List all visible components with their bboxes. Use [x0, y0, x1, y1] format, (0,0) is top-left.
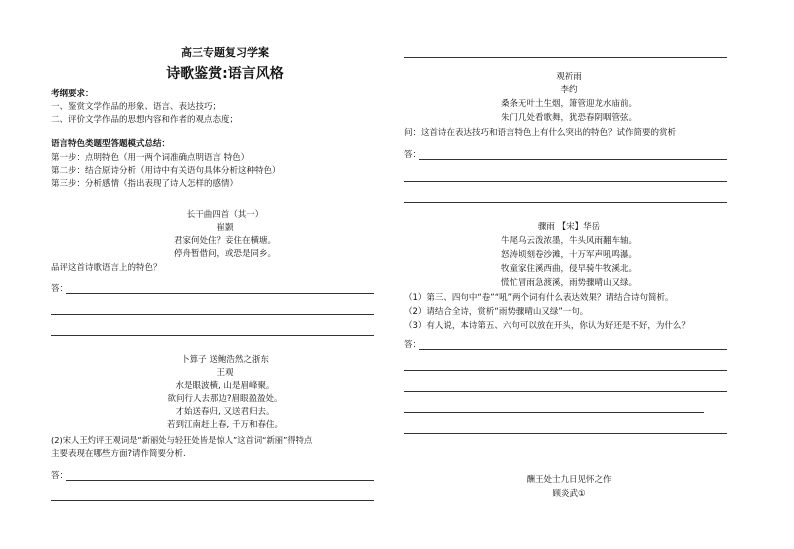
question-text: (2)宋人王灼评王观词是“新丽处与轻狂处皆是惊人”这首词“新丽”得特点 [51, 435, 313, 445]
question-text: 品评这首诗歌语言上的特色？ [51, 263, 162, 273]
poem-line: 停舟暂借问，或恐是同乡。 [173, 249, 276, 259]
poem-line: 欲问行人去那边?眉眼盈盈处。 [167, 394, 283, 404]
answer-label: 答： [51, 471, 69, 481]
outline-item: 一、鉴赏文学作品的形象、语言、表达技巧； [51, 102, 222, 112]
poem-author: 崔颢 [216, 223, 234, 233]
answer-line[interactable] [66, 480, 374, 481]
poem-author: 李约 [560, 85, 578, 95]
answer-label: 答： [404, 340, 422, 350]
poem-title: 长干曲四首（其一） [186, 210, 264, 220]
method-step: 第三步：分析感情（指出表现了诗人怎样的感情） [51, 179, 239, 189]
poem-line: 慌忙冒雨急渡溪，雨势骤晴山又绿。 [500, 278, 637, 288]
poem-line: 朱门几处看歌舞，犹恐春阴咽管弦。 [500, 113, 637, 123]
question-text: （1）第三、四句中“卷”“吼”两个词有什么表达效果？请结合诗句简析。 [404, 293, 674, 303]
worksheet-title: 高三专题复习学案 [181, 46, 269, 59]
poem-title: 骤雨 【宋】华岳 [537, 222, 601, 232]
answer-line[interactable] [51, 335, 374, 336]
poem-title: 酬王处士九日见怀之作 [526, 475, 612, 485]
outline-item: 二、评价文学作品的思想内容和作者的观点态度； [51, 115, 239, 125]
poem-line: 君家何处住？妾住在横塘。 [173, 236, 276, 246]
method-heading: 语言特色类题型答题模式总结： [51, 139, 171, 149]
answer-line[interactable] [419, 159, 727, 160]
answer-label: 答： [404, 150, 422, 160]
method-step: 第二步：结合原诗分析（用诗中有关语句具体分析这种特色） [51, 166, 281, 176]
answer-line[interactable] [404, 370, 727, 371]
question-text: （3）有人说，本诗第五、六句可以放在开头，你认为好还是不好，为什么？ [404, 321, 690, 331]
poem-line: 牧童家住溪西曲，侵早骑牛牧溪北。 [500, 264, 637, 274]
poem-line: 怒涛顷刻卷沙滩，十万军声吼鸣瀑。 [500, 250, 637, 260]
poem-line: 牛尾乌云泼浓墨，牛头风雨翻车轴。 [500, 236, 637, 246]
answer-line[interactable] [404, 412, 704, 413]
poem-line: 若到江南赶上春, 千万和春住。 [167, 420, 283, 430]
poem-title: 卜算子 送鲍浩然之浙东 [181, 355, 269, 365]
answer-line[interactable] [419, 349, 727, 350]
answer-line[interactable] [51, 500, 374, 501]
answer-line[interactable] [404, 433, 727, 434]
answer-line[interactable] [66, 293, 374, 294]
answer-label: 答： [51, 284, 69, 294]
question-text: 问：这首诗在表达技巧和语言特色上有什么突出的特色？试作简要的赏析 [404, 128, 677, 138]
question-text: 主要表现在哪些方面?请作简要分析. [51, 449, 186, 459]
poem-line: 才始送春归, 又送君归去。 [175, 407, 275, 417]
answer-line[interactable] [404, 181, 727, 182]
answer-line[interactable] [404, 391, 727, 392]
question-text: （2）请结合全诗，赏析“雨势骤晴山又绿”一句。 [404, 307, 589, 317]
method-step: 第一步：点明特色（用一两个词准确点明语言 特色） [51, 153, 250, 163]
poem-author: 顾炎武① [552, 489, 586, 499]
poem-line: 桑条无叶土生烟，箫管迎龙水庙前。 [500, 99, 637, 109]
answer-line[interactable] [404, 57, 727, 58]
poem-title: 观祈雨 [556, 72, 582, 82]
outline-heading: 考纲要求： [51, 89, 94, 99]
poem-line: 水是眼波横, 山是眉峰聚。 [175, 381, 275, 391]
answer-line[interactable] [51, 314, 374, 315]
worksheet-subtitle: 诗歌鉴赏:语言风格 [166, 66, 284, 82]
answer-line[interactable] [404, 202, 727, 203]
poem-author: 王观 [216, 368, 234, 378]
